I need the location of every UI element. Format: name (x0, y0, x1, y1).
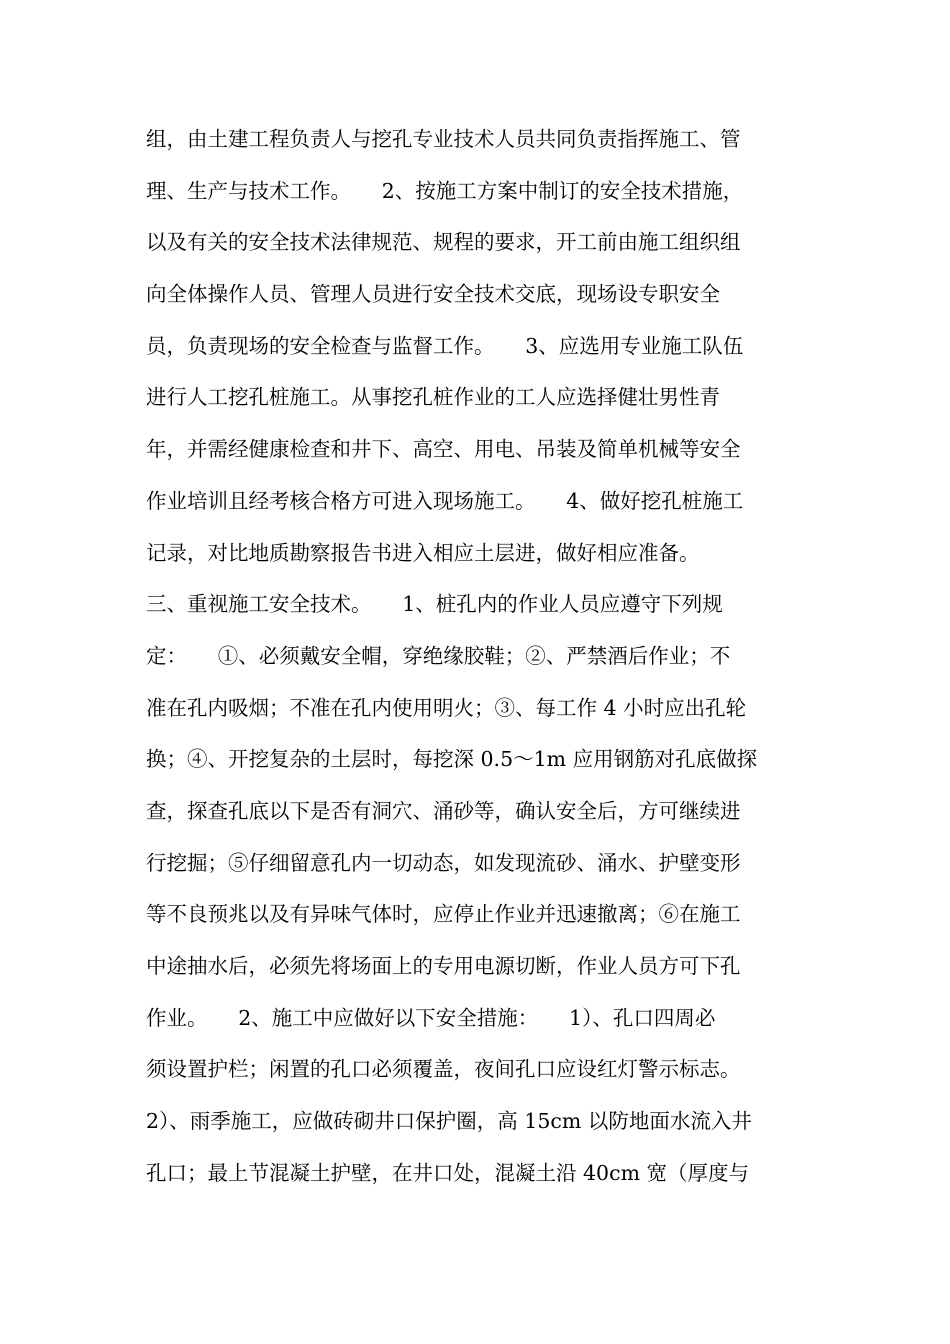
text-line: 换；④、开挖复杂的土层时，每挖深 0.5～1m 应用钢筋对孔底做探 (146, 747, 758, 772)
text-line: 作业培训且经考核合格方可进入现场施工。 4、做好挖孔桩施工 (146, 488, 744, 513)
text-line: 定： ①、必须戴安全帽，穿绝缘胶鞋；②、严禁酒后作业；不 (146, 643, 731, 668)
text-line: 等不良预兆以及有异味气体时，应停止作业并迅速撤离；⑥在施工 (146, 902, 741, 927)
text-line: 记录，对比地质勘察报告书进入相应土层进，做好相应准备。 (146, 540, 700, 565)
text-line: 向全体操作人员、管理人员进行安全技术交底，现场设专职安全 (146, 282, 720, 307)
text-line: 查，探查孔底以下是否有洞穴、涌砂等，确认安全后，方可继续进 (146, 798, 741, 823)
text-line: 员，负责现场的安全检查与监督工作。 3、应选用专业施工队伍 (146, 333, 744, 358)
text-line: 年，并需经健康检查和井下、高空、用电、吊装及简单机械等安全 (146, 437, 741, 462)
text-line: 准在孔内吸烟；不准在孔内使用明火；③、每工作 4 小时应出孔轮 (146, 695, 747, 720)
text-line: 进行人工挖孔桩施工。从事挖孔桩作业的工人应选择健壮男性青 (146, 385, 720, 410)
text-line: 中途抽水后，必须先将场面上的专用电源切断，作业人员方可下孔 (146, 954, 741, 978)
text-line: 作业。 2、施工中应做好以下安全措施： 1）、孔口四周必 (146, 1005, 716, 1030)
text-line: 须设置护栏；闲置的孔口必须覆盖，夜间孔口应设红灯警示标志。 (146, 1057, 741, 1082)
text-line: 三、重视施工安全技术。 1、桩孔内的作业人员应遵守下列规 (146, 592, 723, 617)
body-text (146, 114, 826, 1199)
text-line: 以及有关的安全技术法律规范、规程的要求，开工前由施工组织组 (146, 230, 741, 255)
text-line: 行挖掘；⑤仔细留意孔内一切动态，如发现流砂、涌水、护壁变形 (146, 850, 741, 875)
text-line: 组，由土建工程负责人与挖孔专业技术人员共同负责指挥施工、管 (146, 127, 741, 151)
text-line: 理、生产与技术工作。 2、按施工方案中制订的安全技术措施， (146, 178, 744, 203)
text-line: 2）、雨季施工，应做砖砌井口保护圈，高 15cm 以防地面水流入井 (146, 1109, 752, 1134)
text-line: 孔口；最上节混凝土护壁，在井口处，混凝土沿 40cm 宽（厚度与 (146, 1160, 750, 1185)
